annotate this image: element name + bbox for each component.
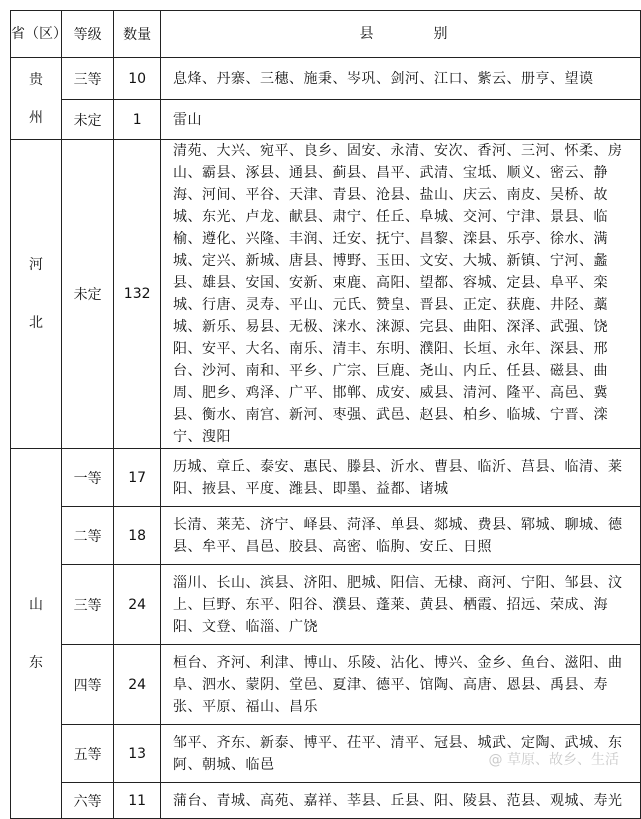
- province-cell: [11, 58, 62, 140]
- count-cell: 17: [114, 449, 161, 507]
- count-cell: 11: [114, 783, 161, 819]
- header-county: [161, 11, 641, 58]
- header-county-label: 县别: [359, 26, 508, 42]
- count-cell: 18: [114, 507, 161, 565]
- table-row: [11, 507, 641, 565]
- table-row: [11, 645, 641, 725]
- counties-cell: 雷山: [161, 100, 641, 140]
- counties-cell: 清苑、大兴、宛平、良乡、固安、永清、安次、香河、三河、怀柔、房山、霸县、涿县、通县、蓟县、昌平、武清、宝坻、顺义、密云、静海、河间、平谷、天津、青县、沧县、盐山、庆云、南皮、吴桥、故城、东光、卢龙、献县、肃宁、任丘、阜城、交河、宁津、景县、临榆、遵化、兴隆、丰润、迁安、抚宁、昌黎、滦县、乐亭、徐水、满城、定兴、新城、唐县、博野、玉田、文安、大城、新镇、宁河、蠡县、雄县、安国、安新、束鹿、高阳、望都、容城、定县、阜平、栾城、行唐、灵寿、平山、元氏、赞皇、晋县、正定、获鹿、井陉、藁城、新乐、易县、无极、涞水、涞源、完县、曲阳、深泽、武强、饶阳、安平、大名、南乐、清丰、东明、濮阳、长垣、永年、深县、邢台、沙河、南和、平乡、广宗、巨鹿、尧山、内丘、任县、磁县、曲周、肥乡、鸡泽、广平、邯郸、成安、威县、清河、隆平、高邑、冀县、衡水、南宫、新河、枣强、武邑、赵县、柏乡、临城、宁晋、滦宁、溲阳: [161, 140, 641, 449]
- grade-cell: 三等: [61, 58, 113, 100]
- counties-cell: 邹平、齐东、新泰、博平、茌平、清平、冠县、城武、定陶、武城、东阿、朝城、临邑: [161, 725, 641, 783]
- province-cell: [11, 449, 62, 819]
- province-name: 河北: [28, 257, 43, 331]
- count-cell: 10: [114, 58, 161, 100]
- grade-cell: 未定: [61, 140, 113, 449]
- header-count: 数量: [114, 11, 161, 58]
- count-cell: 132: [114, 140, 161, 449]
- county-grade-table: [10, 10, 641, 819]
- counties-cell: 长清、莱芜、济宁、峄县、菏泽、单县、郯城、费县、郓城、聊城、德县、牟平、昌邑、胶县、高密、临朐、安丘、日照: [161, 507, 641, 565]
- table-row: [11, 565, 641, 645]
- grade-cell: 四等: [61, 645, 113, 725]
- grade-cell: 三等: [61, 565, 113, 645]
- table-row: [11, 100, 641, 140]
- table-row: [11, 449, 641, 507]
- table-row: [11, 58, 641, 100]
- watermark: @ 草原、故乡、生活: [488, 752, 619, 768]
- grade-cell: 一等: [61, 449, 113, 507]
- province-name: 山东: [28, 596, 43, 671]
- count-cell: 13: [114, 725, 161, 783]
- count-cell: 24: [114, 565, 161, 645]
- count-cell: 24: [114, 645, 161, 725]
- counties-cell: 淄川、长山、滨县、济阳、肥城、阳信、无棣、商河、宁阳、邹县、汶上、巨野、东平、阳谷、濮县、蓬莱、黄县、栖霞、招远、荣成、海阳、文登、临淄、广饶: [161, 565, 641, 645]
- province-name: 贵州: [28, 71, 43, 126]
- table-row: [11, 783, 641, 819]
- header-grade: 等级: [61, 11, 113, 58]
- count-cell: 1: [114, 100, 161, 140]
- grade-cell: 五等: [61, 725, 113, 783]
- counties-cell: 蒲台、青城、高苑、嘉祥、莘县、丘县、阳、陵县、范县、观城、寿光: [161, 783, 641, 819]
- grade-cell: 未定: [61, 100, 113, 140]
- table-row: [11, 140, 641, 449]
- province-cell: [11, 140, 62, 449]
- grade-cell: 二等: [61, 507, 113, 565]
- grade-cell: 六等: [61, 783, 113, 819]
- header-row: [11, 11, 641, 58]
- counties-cell: 桓台、齐河、利津、博山、乐陵、沾化、博兴、金乡、鱼台、滋阳、曲阜、泗水、蒙阴、堂邑、夏津、德平、馆陶、高唐、恩县、禹县、寿张、平原、福山、昌乐: [161, 645, 641, 725]
- counties-cell: 历城、章丘、泰安、惠民、滕县、沂水、曹县、临沂、莒县、临清、莱阳、掖县、平度、潍县、即墨、益都、诸城: [161, 449, 641, 507]
- counties-cell: 息烽、丹寨、三穗、施秉、岑巩、剑河、江口、紫云、册亨、望谟: [161, 58, 641, 100]
- header-province: 省（区）: [11, 11, 62, 58]
